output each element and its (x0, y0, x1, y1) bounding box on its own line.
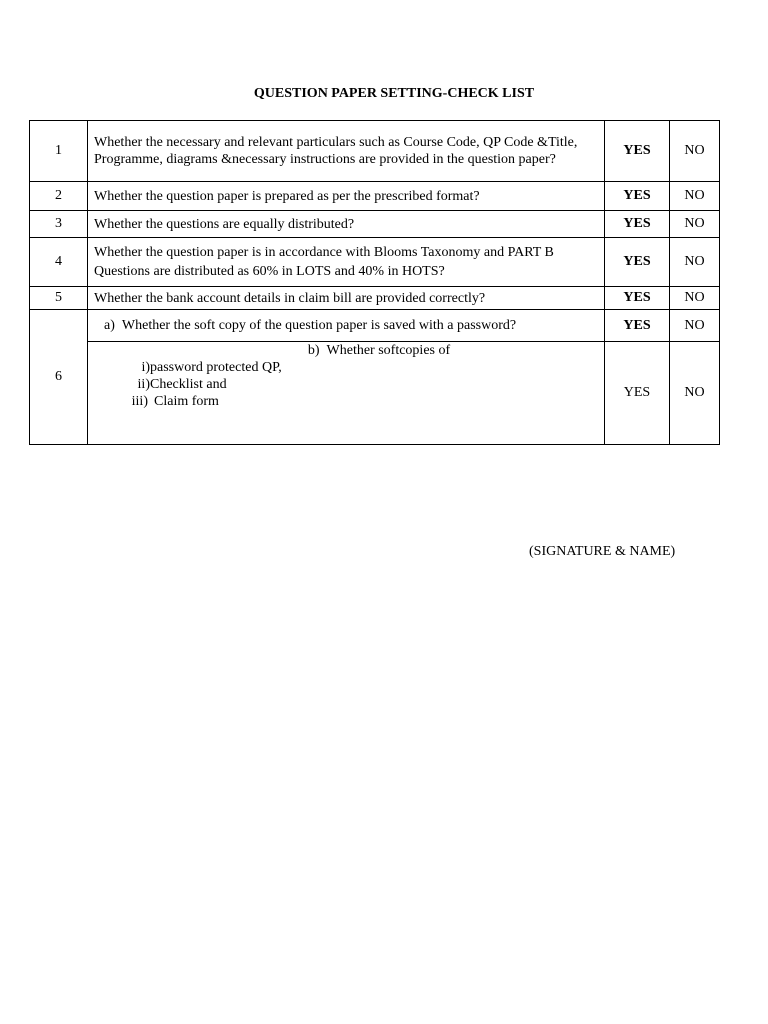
question-text: Whether the question paper is in accordance with Blooms Taxonomy and PART B Questions are distributed as 60% in LOTS and 40% in HOTS? (88, 238, 605, 287)
list-item (94, 376, 598, 393)
no-option[interactable]: NO (670, 211, 720, 238)
row-number: 1 (30, 121, 88, 182)
item-marker: iii) (131, 394, 148, 409)
yes-option[interactable]: YES (605, 238, 670, 287)
question-text (88, 342, 605, 445)
item-text: Claim form (154, 394, 219, 409)
no-option[interactable]: NO (670, 342, 720, 445)
list-item (94, 393, 598, 410)
table-row (30, 342, 720, 445)
sub-question-heading (94, 342, 598, 359)
sub-marker: a) (104, 318, 115, 333)
yes-option[interactable]: YES (605, 310, 670, 342)
sub-question-text: Whether softcopies of (326, 343, 451, 358)
yes-option[interactable]: YES (605, 121, 670, 182)
row-number: 5 (30, 287, 88, 310)
item-marker: i) (141, 360, 150, 375)
checklist-table (29, 120, 720, 445)
table-row (30, 211, 720, 238)
no-option[interactable]: NO (670, 287, 720, 310)
item-marker: ii) (137, 377, 150, 392)
row-number: 6 (30, 310, 88, 445)
question-text: Whether the necessary and relevant particulars such as Course Code, QP Code &Title, Programme, diagrams &necessary instructions are provided in the question paper? (88, 121, 605, 182)
no-option[interactable]: NO (670, 182, 720, 211)
yes-option[interactable]: YES (605, 182, 670, 211)
question-text: Whether the question paper is prepared as per the prescribed format? (88, 182, 605, 211)
page-title: QUESTION PAPER SETTING-CHECK LIST (253, 86, 535, 101)
no-option[interactable]: NO (670, 310, 720, 342)
item-text: Checklist and (150, 377, 227, 392)
yes-option[interactable]: YES (605, 211, 670, 238)
no-option[interactable]: NO (670, 238, 720, 287)
sub-marker: b) (307, 343, 320, 358)
question-text: Whether the bank account details in claim bill are provided correctly? (88, 287, 605, 310)
sub-question-text: Whether the soft copy of the question paper is saved with a password? (121, 318, 517, 333)
item-text: password protected QP, (150, 360, 282, 375)
table-row (30, 310, 720, 342)
yes-option[interactable]: YES (605, 287, 670, 310)
list-item (94, 359, 598, 376)
table-row (30, 287, 720, 310)
yes-option[interactable]: YES (605, 342, 670, 445)
question-text: Whether the questions are equally distributed? (88, 211, 605, 238)
table-row (30, 238, 720, 287)
row-number: 3 (30, 211, 88, 238)
no-option[interactable]: NO (670, 121, 720, 182)
table-row (30, 182, 720, 211)
question-text (88, 310, 605, 342)
row-number: 2 (30, 182, 88, 211)
row-number: 4 (30, 238, 88, 287)
signature-label: (SIGNATURE & NAME) (529, 544, 676, 559)
table-row (30, 121, 720, 182)
